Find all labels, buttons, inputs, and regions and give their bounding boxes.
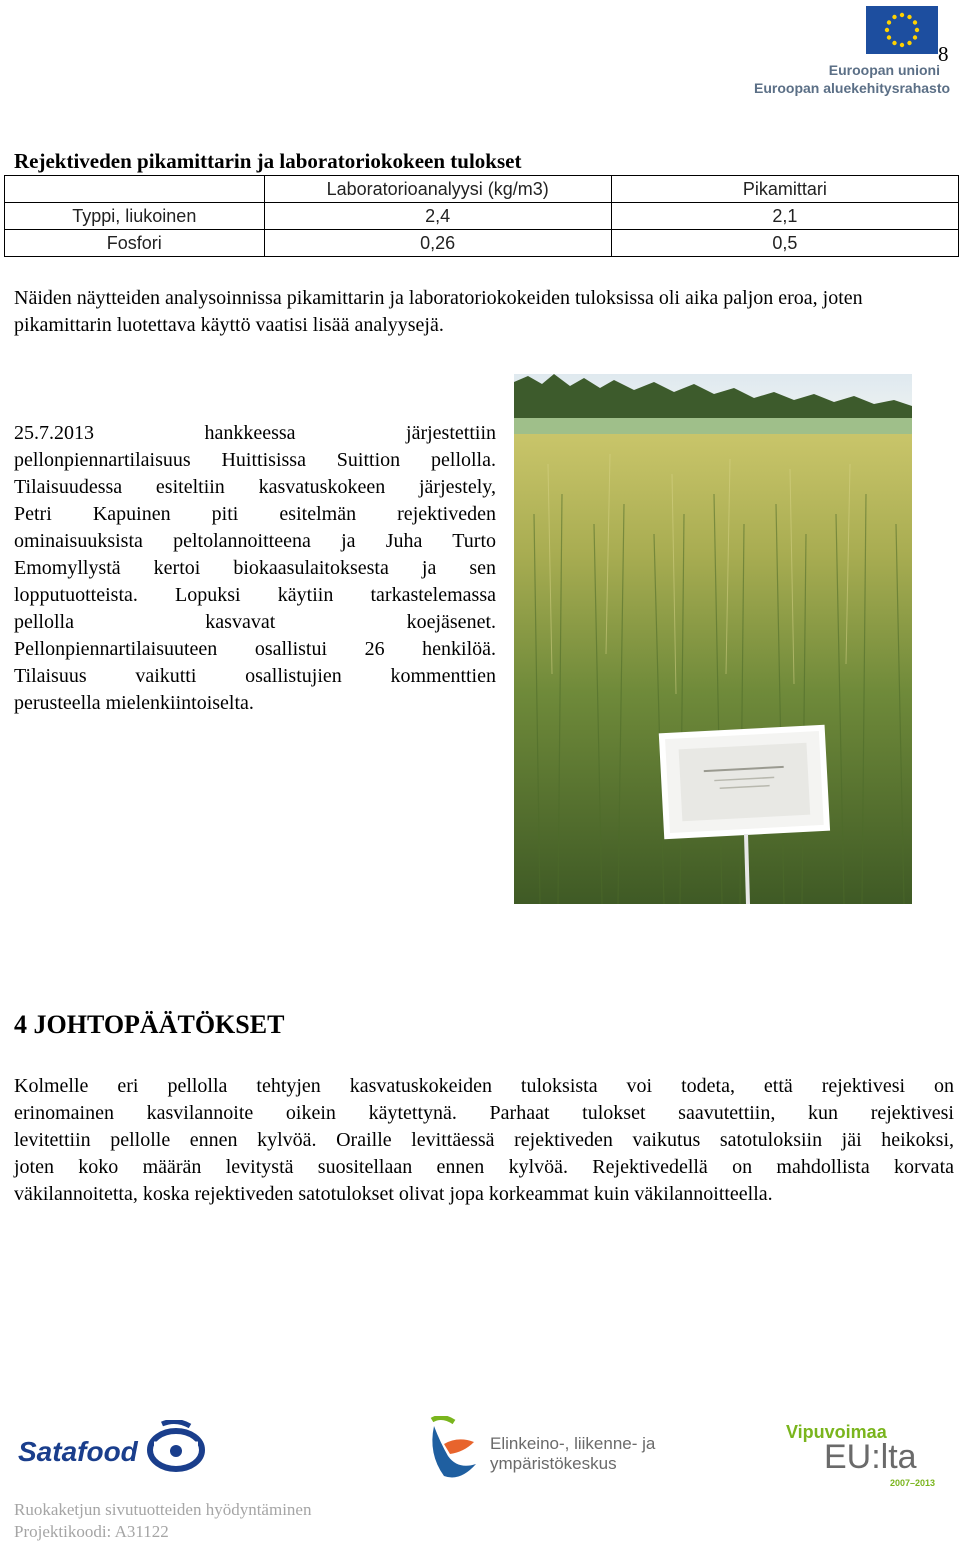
text-line: Petri Kapuinen piti esitelmän rejektiveden xyxy=(14,503,496,525)
vipuvoimaa-logo xyxy=(784,1422,944,1488)
table-row xyxy=(5,230,959,257)
eu-logo-line1: Euroopan unioni xyxy=(828,62,940,78)
text-line: pellolla kasvavat koejäsenet. xyxy=(14,611,496,633)
field-photo xyxy=(514,374,912,904)
text-line: 25.7.2013 hankkeessa järjestettiin xyxy=(14,422,496,444)
text-line: ominaisuuksista peltolannoitteena ja Juha Turto xyxy=(14,530,496,552)
ely-logo-line2: ympäristökeskus xyxy=(490,1454,617,1473)
table-cell: 0,5 xyxy=(611,230,958,257)
table-cell: 0,26 xyxy=(264,230,611,257)
text-line: Kolmelle eri pellolla tehtyjen kasvatuskokeiden tuloksista voi todeta, että rejektivesi on xyxy=(14,1075,954,1097)
footer-project-code: Projektikoodi: A31122 xyxy=(14,1522,169,1541)
eu-logo xyxy=(754,6,951,98)
table-cell: Fosfori xyxy=(5,230,265,257)
conclusions-paragraph xyxy=(14,1073,954,1208)
ely-logo xyxy=(424,1416,664,1482)
satafood-emblem-icon xyxy=(146,1420,206,1472)
page-number: 8 xyxy=(938,42,949,66)
vipuvoimaa-line2: EU:lta xyxy=(824,1438,917,1476)
eu-flag-icon xyxy=(866,6,938,54)
text-line: perusteella mielenkiintoiselta. xyxy=(14,692,254,714)
table-cell: 2,4 xyxy=(264,203,611,230)
text-line: pellonpiennartilaisuus Huittisissa Suittion pellolla. xyxy=(14,449,496,471)
text-line: Tilaisuus vaikutti osallistujien kommenttien xyxy=(14,665,496,687)
event-paragraph xyxy=(14,420,496,717)
analysis-paragraph: Näiden näytteiden analysoinnissa pikamittarin ja laboratoriokokeiden tuloksissa oli aika paljon eroa, joten pikamittarin luotettava käyttö vaatisi lisää analyysejä. xyxy=(14,287,863,336)
text-line: erinomainen kasvilannoite oikein käytettynä. Parhaat tulokset saavutettiin, kun rejektivesi xyxy=(14,1102,954,1124)
table-cell: Typpi, liukoinen xyxy=(5,203,265,230)
text-line: lopputuotteista. Lopuksi käytiin tarkastelemassa xyxy=(14,584,496,606)
ely-logo-line1: Elinkeino-, liikenne- ja xyxy=(490,1434,656,1453)
satafood-logo-text: Satafood xyxy=(18,1436,138,1467)
table-header-cell xyxy=(5,176,265,203)
table-row xyxy=(5,203,959,230)
table-header-cell: Pikamittari xyxy=(611,176,958,203)
eu-logo-line2: Euroopan aluekehitysrahasto xyxy=(754,80,951,96)
table-header-cell: Laboratorioanalyysi (kg/m3) xyxy=(264,176,611,203)
footer-project-name: Ruokaketjun sivutuotteiden hyödyntäminen xyxy=(14,1500,312,1519)
vipuvoimaa-years: 2007–2013 xyxy=(890,1478,936,1488)
table-cell: 2,1 xyxy=(611,203,958,230)
text-line: Emomyllystä kertoi biokaasulaitoksesta ja sen xyxy=(14,557,496,579)
field-photo-illustration xyxy=(514,374,912,904)
satafood-logo xyxy=(18,1420,208,1480)
text-line: levitettiin pellolle ennen kylvöä. Oraille levittäessä rejektiveden vaikutus satotuloksiin jäi heikoksi, xyxy=(14,1129,954,1151)
vipuvoimaa-line1: Vipuvoimaa xyxy=(786,1422,887,1442)
results-table xyxy=(4,175,959,257)
text-line: väkilannoitetta, koska rejektiveden satotulokset olivat jopa korkeammat kuin väkilannoitteella. xyxy=(14,1183,773,1205)
text-line: Tilaisuudessa esiteltiin kasvatuskokeen järjestely, xyxy=(14,476,496,498)
ely-emblem-icon xyxy=(424,1416,484,1482)
section-heading: 4 JOHTOPÄÄTÖKSET xyxy=(14,1010,285,1039)
table-header-row xyxy=(5,176,959,203)
text-line: Pellonpiennartilaisuuteen osallistui 26 henkilöä. xyxy=(14,638,496,660)
text-line: joten koko määrän levitystä suositellaan ennen kylvöä. Rejektivedellä on mahdollista korvata xyxy=(14,1156,954,1178)
results-title: Rejektiveden pikamittarin ja laboratoriokokeen tulokset xyxy=(14,149,522,173)
